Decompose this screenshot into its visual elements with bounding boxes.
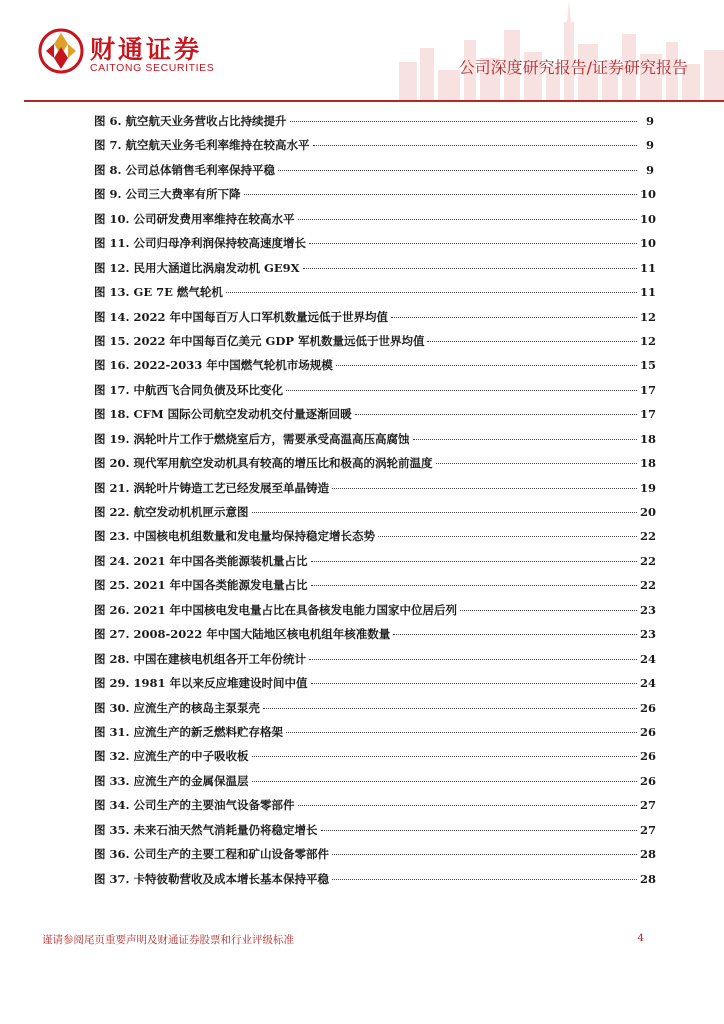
- toc-dot-leader: [263, 708, 637, 709]
- toc-entry-page: 10: [640, 187, 657, 202]
- toc-entry[interactable]: [94, 260, 657, 284]
- toc-entry[interactable]: [94, 797, 657, 821]
- toc-entry[interactable]: [94, 748, 657, 772]
- logo-english-name: CAITONG SECURITIES: [90, 62, 215, 74]
- toc-dot-leader: [286, 390, 637, 391]
- toc-entry-label: 图 35. 未来石油天然气消耗量仍将稳定增长: [94, 822, 318, 837]
- toc-entry-label: 图 33. 应流生产的金属保温层: [94, 773, 249, 788]
- toc-entry[interactable]: [94, 137, 654, 161]
- toc-dot-leader: [332, 879, 637, 880]
- toc-entry[interactable]: [94, 871, 657, 895]
- toc-entry-label: 图 26. 2021 年中国核电发电量占比在具备核发电能力国家中位居后列: [94, 602, 458, 617]
- toc-entry[interactable]: [94, 235, 657, 259]
- toc-entry[interactable]: [94, 406, 657, 430]
- toc-dot-leader: [244, 194, 637, 195]
- toc-entry-page: 9: [645, 114, 654, 128]
- toc-entry[interactable]: [94, 211, 657, 235]
- toc-entry-label: 图 36. 公司生产的主要工程和矿山设备零部件: [94, 847, 330, 862]
- toc-entry[interactable]: [94, 431, 657, 455]
- toc-entry[interactable]: [94, 309, 657, 333]
- toc-entry-label: 图 24. 2021 年中国各类能源装机量占比: [94, 553, 308, 568]
- report-type-title: 公司深度研究报告/证券研究报告: [458, 58, 688, 77]
- toc-entry[interactable]: [94, 651, 657, 675]
- toc-entry-page: 24: [640, 651, 657, 666]
- toc-entry-label: 图 7. 航空航天业务毛利率维持在较高水平: [94, 138, 310, 153]
- toc-entry[interactable]: [94, 528, 657, 552]
- toc-entry-label: 图 19. 涡轮叶片工作于燃烧室后方，需要承受高温高压高腐蚀: [94, 431, 410, 446]
- toc-entry-label: 图 8. 公司总体销售毛利率保持平稳: [94, 162, 276, 177]
- toc-dot-leader: [303, 268, 637, 269]
- toc-entry-page: 11: [640, 260, 657, 275]
- toc-entry-page: 9: [645, 162, 654, 177]
- toc-dot-leader: [355, 414, 637, 415]
- toc-entry-page: 12: [640, 309, 657, 324]
- toc-entry[interactable]: [94, 822, 657, 846]
- toc-entry[interactable]: [94, 382, 657, 406]
- toc-entry-label: 图 34. 公司生产的主要油气设备零部件: [94, 798, 295, 813]
- toc-entry-page: 10: [640, 236, 657, 251]
- toc-dot-leader: [309, 243, 637, 244]
- toc-dot-leader: [391, 317, 637, 318]
- toc-dot-leader: [298, 219, 637, 220]
- toc-dot-leader: [427, 341, 637, 342]
- toc-dot-leader: [290, 121, 637, 122]
- toc-entry[interactable]: [94, 162, 654, 186]
- toc-entry-label: 图 6. 航空航天业务营收占比持续提升: [94, 114, 287, 128]
- toc-entry-page: 27: [640, 822, 657, 837]
- caitong-logo-icon: [38, 28, 84, 74]
- toc-entry[interactable]: [94, 357, 657, 381]
- page-header: [0, 0, 724, 104]
- toc-dot-leader: [460, 610, 637, 611]
- toc-entry[interactable]: [94, 700, 657, 724]
- toc-dot-leader: [252, 756, 637, 757]
- company-logo: [38, 28, 238, 78]
- toc-dot-leader: [413, 439, 637, 440]
- toc-entry-page: 23: [640, 602, 657, 617]
- toc-dot-leader: [393, 634, 637, 635]
- toc-dot-leader: [252, 512, 637, 513]
- toc-entry-label: 图 29. 1981 年以来反应堆建设时间中值: [94, 676, 308, 691]
- page-number: 4: [637, 932, 644, 944]
- toc-entry[interactable]: [94, 186, 657, 210]
- toc-entry-label: 图 12. 民用大涵道比涡扇发动机 GE9X: [94, 260, 300, 275]
- toc-entry-page: 26: [640, 724, 657, 739]
- toc-entry-label: 图 30. 应流生产的核岛主泵泵壳: [94, 700, 261, 715]
- toc-entry-label: 图 17. 中航西飞合同负债及环比变化: [94, 382, 284, 397]
- toc-entry-page: 19: [640, 480, 657, 495]
- toc-entry-label: 图 20. 现代军用航空发动机具有较高的增压比和极高的涡轮前温度: [94, 456, 433, 471]
- toc-entry-label: 图 37. 卡特彼勒营收及成本增长基本保持平稳: [94, 871, 330, 886]
- toc-entry-label: 图 23. 中国核电机组数量和发电量均保持稳定增长态势: [94, 529, 376, 544]
- toc-dot-leader: [298, 805, 637, 806]
- toc-entry-label: 图 16. 2022-2033 年中国燃气轮机市场规模: [94, 358, 333, 373]
- toc-entry-label: 图 22. 航空发动机机匣示意图: [94, 505, 249, 519]
- toc-entry-label: 图 14. 2022 年中国每百万人口军机数量远低于世界均值: [94, 309, 389, 324]
- toc-entry-page: 10: [640, 211, 657, 226]
- toc-dot-leader: [311, 561, 637, 562]
- toc-entry[interactable]: [94, 724, 657, 748]
- toc-entry-page: 9: [645, 138, 654, 153]
- toc-entry-label: 图 15. 2022 年中国每百亿美元 GDP 军机数量远低于世界均值: [94, 333, 425, 348]
- city-skyline-decoration: [394, 0, 724, 100]
- toc-dot-leader: [286, 732, 637, 733]
- toc-dot-leader: [252, 781, 637, 782]
- toc-entry[interactable]: [94, 455, 657, 479]
- toc-entry-label: 图 28. 中国在建核电机组各开工年份统计: [94, 651, 307, 666]
- toc-entry[interactable]: [94, 602, 657, 626]
- toc-entry-page: 18: [640, 456, 657, 471]
- toc-entry-page: 17: [640, 407, 657, 422]
- toc-dot-leader: [313, 145, 637, 146]
- toc-dot-leader: [278, 170, 637, 171]
- toc-dot-leader: [332, 488, 637, 489]
- toc-entry-page: 28: [640, 871, 657, 886]
- toc-dot-leader: [332, 854, 637, 855]
- toc-entry-page: 20: [640, 505, 657, 519]
- toc-entry[interactable]: [94, 504, 657, 528]
- toc-dot-leader: [321, 830, 637, 831]
- toc-entry-label: 图 27. 2008-2022 年中国大陆地区核电机组年核准数量: [94, 627, 391, 642]
- toc-entry-label: 图 13. GE 7E 燃气轮机: [94, 285, 223, 300]
- toc-entry-page: 26: [640, 773, 657, 788]
- toc-entry-label: 图 31. 应流生产的新乏燃料贮存格架: [94, 724, 284, 739]
- toc-dot-leader: [311, 585, 637, 586]
- toc-entry-page: 17: [640, 382, 657, 397]
- toc-entry-label: 图 25. 2021 年中国各类能源发电量占比: [94, 578, 308, 593]
- figure-index-list: [94, 113, 657, 895]
- toc-entry[interactable]: [94, 480, 657, 504]
- toc-entry-page: 26: [640, 700, 657, 715]
- toc-dot-leader: [311, 683, 637, 684]
- toc-entry[interactable]: [94, 626, 657, 650]
- toc-dot-leader: [378, 536, 637, 537]
- toc-entry-page: 22: [640, 553, 657, 568]
- toc-entry-page: 11: [640, 285, 657, 300]
- toc-entry-page: 24: [640, 676, 657, 691]
- toc-entry-label: 图 32. 应流生产的中子吸收板: [94, 749, 249, 764]
- footer-disclaimer: 谨请参阅尾页重要声明及财通证券股票和行业评级标准: [42, 934, 294, 946]
- toc-entry-label: 图 9. 公司三大费率有所下降: [94, 187, 241, 202]
- toc-entry-label: 图 18. CFM 国际公司航空发动机交付量逐渐回暖: [94, 407, 352, 422]
- toc-entry-label: 图 11. 公司归母净利润保持较高速度增长: [94, 236, 307, 251]
- toc-entry[interactable]: [94, 577, 657, 601]
- toc-entry[interactable]: [94, 846, 657, 870]
- header-divider: [24, 100, 724, 102]
- toc-entry-page: 22: [640, 529, 657, 544]
- toc-dot-leader: [226, 292, 637, 293]
- toc-entry-label: 图 21. 涡轮叶片铸造工艺已经发展至单晶铸造: [94, 480, 330, 495]
- toc-entry-page: 27: [640, 798, 657, 813]
- toc-entry[interactable]: [94, 553, 657, 577]
- toc-entry[interactable]: [94, 773, 657, 797]
- toc-entry-page: 22: [640, 578, 657, 593]
- toc-entry-label: 图 10. 公司研发费用率维持在较高水平: [94, 211, 295, 226]
- logo-chinese-name: 财通证券: [90, 35, 203, 64]
- toc-entry-page: 12: [640, 333, 657, 348]
- toc-entry-page: 23: [640, 627, 657, 642]
- toc-entry-page: 28: [640, 847, 657, 862]
- toc-entry[interactable]: [94, 284, 657, 308]
- toc-entry[interactable]: [94, 675, 657, 699]
- toc-entry-page: 15: [640, 358, 657, 373]
- toc-entry-page: 26: [640, 749, 657, 764]
- toc-dot-leader: [309, 659, 637, 660]
- toc-entry[interactable]: [94, 113, 654, 137]
- toc-dot-leader: [336, 365, 637, 366]
- toc-entry[interactable]: [94, 333, 657, 357]
- toc-entry-page: 18: [640, 431, 657, 446]
- toc-dot-leader: [436, 463, 637, 464]
